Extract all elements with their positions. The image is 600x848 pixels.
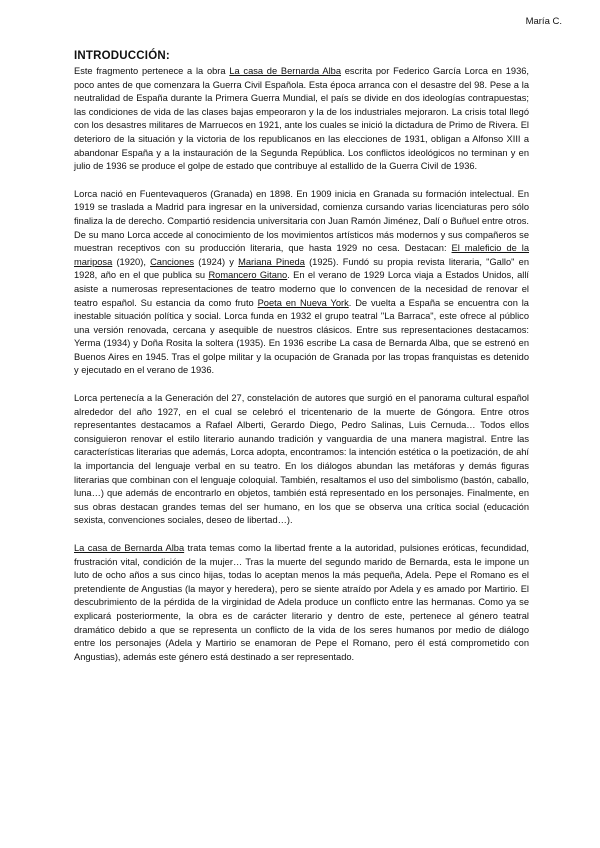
text-run: . De vuelta a España se encuentra con la inestable situación política y social. Lorca funda en 1932 el grupo teatral "La Barraca", este ofrece al público una versión renovada, cercana y asequible de nuestros clásicos. Entre sus representaciones destacamos: Yerma (1934) y Doña Rosita la soltera (1935). En 1936 escribe La casa de Bernarda Alba, que se estrenó en Buenos Aires en 1945. Tras el golpe militar y la ocupación de Granada por las tropas franquistas es detenido y ejecutado en el verano de 1936. <box>74 297 529 376</box>
text-run: . En el verano de 1929 Lorca viaja a Estados Unidos, allí asiste a numerosas representaciones de teatro moderno que lo convencen de la necesidad de renovar el teatro español. Su estancia da como fruto <box>74 270 529 308</box>
work-title: Canciones <box>150 256 195 267</box>
section-heading: INTRODUCCIÓN: <box>74 50 170 62</box>
paragraph-historical-context <box>74 65 529 174</box>
work-title: Poeta en Nueva York <box>257 297 349 308</box>
text-run: Lorca pertenecía a la Generación del 27, constelación de autores que surgió en el panorama cultural español alrededor del año 1927, en el cual se celebró el tricentenario de la muerte de Góngora. Entre otros representantes destacamos a Rafael Alberti, Gerardo Diego, Pedro Salinas, Luis Cernuda… Todos ellos consiguieron renovar el estilo literario aunando tradición y vanguardia de una manera magistral. Entre las características literarias que además, Lorca adopta, encontramos: la intención estética o la poetización, de ahí la importancia del lenguaje verbal en su teatro. En los diálogos abundan las metáforas y demás figuras literarias que combinan con el lenguaje coloquial. También, resaltamos el uso del simbolismo (bastón, caballo, luna…) que además de encontrarlo en objetos, también está representado en los personajes. Finalmente, en sus obras destacan grandes temas del ser humano, en los que se observa una crítica social (educación sexista, convenciones sociales, deseo de libertad…). <box>74 393 529 526</box>
text-run: (1925). Fundó su propia revista literaria, "Gallo" en 1928, año en el que publica su <box>74 256 529 281</box>
author-name: María C. <box>525 16 562 27</box>
paragraph-generation-27 <box>74 392 529 528</box>
work-title: Romancero Gitano <box>208 270 288 281</box>
work-title: Mariana Pineda <box>238 256 305 267</box>
work-title: La casa de Bernarda Alba <box>74 543 185 553</box>
text-run: trata temas como la libertad frente a la autoridad, pulsiones eróticas, fecundidad, frustración vital, condición de la mujer… Tras la muerte del segundo marido de Bernarda, esta le impone un luto de ocho años a sus cinco hijas, todas lo aceptan menos la más pequeña, Adela. Pepe el Romano es el pretendiente de Angustias (la mayor y heredera), pero se siente atraído por Adela y es amado por Martirio. El descubrimiento de la pérdida de la virginidad de Adela produce un conflicto entre las hermanas. Como ya se explicará posteriormente, la obra es de carácter literario y dentro de este, pertenece al género teatral dramático debido a que se representa un conflicto de la vida de los seres humanos por medio de diálogo entre los personajes (Adela y Martirio se enamoran de Pepe el Romano, pero él está comprometido con Angustias), además este género está destinado a ser representado. <box>74 543 529 662</box>
paragraph-work-themes <box>74 542 529 664</box>
text-run: Este fragmento pertenece a la obra <box>74 66 230 76</box>
work-title: El maleficio de la mariposa <box>74 243 529 267</box>
work-title: La casa de Bernarda Alba <box>229 66 341 76</box>
paragraph-lorca-biography <box>74 188 529 378</box>
document-body <box>74 50 529 678</box>
text-run: escrita por Federico García Lorca en 1936, poco antes de que comenzara la Guerra Civil Española. Esta época arranca con el desastre del 98. Pese a la neutralidad de España durante la Primera Guerra Mundial, el país se divide en dos ideologías contrapuestas; las condiciones de vida de las clases bajas empeoraron y la de los industriales mejoraron. La crisis total llegó con los desastres militares de Marruecos en 1921, ante los cuales se inició la dictadura de Primo de Rivera. El deterioro de la situación y la victoria de los republicanos en las elecciones de 1931, obligan a Alfonso XIII a abandonar España y a la instauración de la Segunda República. Los conflictos ideológicos no terminan y en julio de 1936 se produce el golpe de estado que contribuye al estallido de la Guerra Civil de 1936. <box>74 66 529 172</box>
text-run: (1924) y <box>194 256 239 267</box>
text-run: (1920), <box>112 256 151 267</box>
text-run: Lorca nació en Fuentevaqueros (Granada) en 1898. En 1909 inicia en Granada su formación intelectual. En 1919 se traslada a Madrid para ingresar en la universidad, comienza cursando varias licenciaturas pero sólo finaliza la de derecho. Compartió residencia universitaria con Juan Ramón Jiménez, Dalí o Buñuel entre otros. De su mano Lorca accede al conocimiento de los movimientos artísticos más modernos y sus compañeros se muestran receptivos con su producción literaria, que hasta 1929 no cesa. Destacan: <box>74 188 529 254</box>
